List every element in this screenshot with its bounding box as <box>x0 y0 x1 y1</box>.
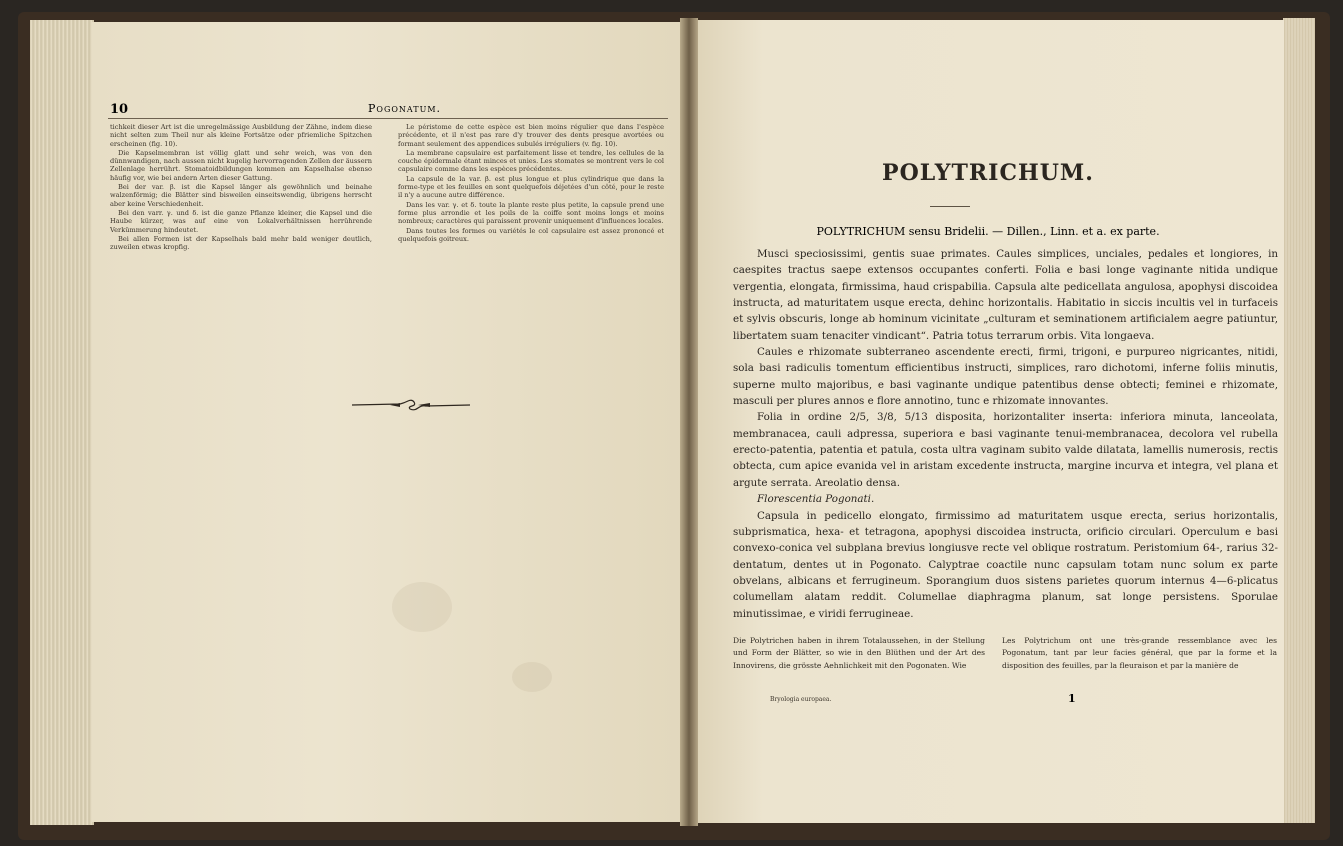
title-rule <box>930 206 970 207</box>
page-title: POLYTRICHUM. <box>882 160 1094 186</box>
ornament-divider-icon <box>352 398 470 412</box>
paragraph: Bei den varr. γ. und δ. ist die ganze Pflanze kleiner, die Kapsel und die Haube kürzer, was auf eine von Lokalverhältnissen herrührende Verkümmerung hindeutet. <box>110 208 372 234</box>
paragraph: tichkeit dieser Art ist die unregelmässige Ausbildung der Zähne, indem diese nicht selten zum Theil nur als kleine Fortsätze oder pfriemliche Spitzchen erscheinen (fig. 10). <box>110 123 372 148</box>
paragraph: Folia in ordine 2/5, 3/8, 5/13 disposita, horizontaliter inserta: inferiora minuta, lanceolata, membranacea, cauli adpressa, superiora e basi vaginante tenui-membranacea, decolora vel rubella erecto-patentia, patentia et patula, costa ultra vaginam subito valde dilatata, lamellis numerosis, rectis obtecta, cum apice evanida vel in aristam excedente instructa, margine incurva et integra, vel plana et argute serrata. Areolatio densa. <box>733 411 1278 489</box>
paragraph: Florescentia Pogonati. <box>757 493 875 506</box>
right-column-french: Les Polytrichum ont une très-grande ressemblance avec les Pogonatum, tant par leur facies général, que par la forme et la disposition des feuilles, par la fleuraison et par la manière de <box>1002 636 1277 670</box>
paragraph: Musci speciosissimi, gentis suae primates. Caules simplices, unciales, pedales et longiores, in caespites tractus saepe extensos occupantes conferti. Folia e basi longe vaginante nitida undique vergentia, elongata, firmissima, haud crispabilia. Capsula alte pedicellata angulosa, apophysi discoidea instructa, ad maturitatem usque erecta, dehinc horizontalis. Habitatio in siccis incultis vel in turfaceis et sylvis obscuris, longe ab hominum vicinitate „culturam et seminationem artificialem aegre patiuntur, libertatem suam tenaciter vindicant“. Patria totus terrarum orbis. Vita longaeva. <box>733 248 1278 342</box>
running-head: Pogonatum. <box>368 102 442 115</box>
paragraph: Caules e rhizomate subterraneo ascendente erecti, firmi, trigoni, e purpureo nigricantes, nitidi, sola basi radiculis tomentum efficientibus instructi, simplices, raro dichotomi, inferne foliis minutis, superne multo majoribus, e basi vaginante undique patentibus dense obtecti; feminei e rhizomate, masculi per plures annos e flore annotino, tunc e rhizomate innovantes. <box>733 346 1278 408</box>
genus-subtitle: POLYTRICHUM sensu Bridelii. — Dillen., Linn. et a. ex parte. <box>816 225 1160 238</box>
paragraph: Le péristome de cette espèce est bien moins régulier que dans l'espèce précédente, et il n'est pas rare d'y trouver des dents presque avortées ou formant seulement des appendices subulés irréguliers (v. fig. 10). <box>398 123 664 148</box>
book-gutter <box>680 18 698 826</box>
paragraph: Dans les var. γ. et δ. toute la plante reste plus petite, la capsule prend une forme plus arrondie et les poils de la coiffe sont moins longs et moins nombreux; caractères qui paraissent provenir uniquement d'influences locales. <box>398 200 664 226</box>
left-column-german <box>110 123 372 252</box>
paragraph: La capsule de la var. β. est plus longue et plus cylindrique que dans la forme-type et les feuilles en sont quelquefois déjetées d'un côté, pour le reste il n'y a aucune autre différence. <box>398 174 664 200</box>
right-column-german: Die Polytrichen haben in ihrem Totalaussehen, in der Stellung und Form der Blätter, so wie in den Blüthen und der Art des Innovirens, die grösste Aehnlichkeit mit den Pogonaten. Wie <box>733 636 985 670</box>
page-edges-right <box>1283 18 1315 823</box>
paragraph: Bei der var. β. ist die Kapsel länger als gewöhnlich und beinahe walzenförmig; die Blätter sind bisweilen einseitswendig, übrigens herrscht aber keine Verschiedenheit. <box>110 183 372 208</box>
right-page-number: 1 <box>1068 692 1076 705</box>
paragraph: Dans toutes les formes ou variétés le col capsulaire est assez prononcé et quelquefois goitreux. <box>398 226 664 243</box>
header-rule <box>108 118 668 119</box>
signature-mark: Bryologia europaea. <box>770 696 832 703</box>
paragraph: Capsula in pedicello elongato, firmissimo ad maturitatem usque erecta, serius horizontalis, subprismatica, hexa- et tetragona, apophysi discoidea instructa, orificio circulari. Operculum e basi convexo-conica vel subplana brevius longiusve recte vel oblique rostratum. Peristomium 64-, rarius 32-dentatum, dentes ut in Pogonato. Calyptrae coactile nunc capsulam totam nunc solum ex parte obvelans, albicans et ferrugineum. Sporangium duos sistens parietes quorum internus 4—6-plicatus columellam alatam reddit. Columellae diaphragma planum, sat longe persistens. Sporulae minutissimae, e viridi ferrugineae. <box>733 509 1278 620</box>
paragraph: Die Kapselmembran ist völlig glatt und sehr weich, was von den dünnwandigen, nach aussen nicht kugelig hervorragenden Zellen der äussern Zellenlage herrührt. Stomatoidbildungen kommen am Kapselhalse ebenso häufig vor, wie bei andern Arten dieser Gattung. <box>110 148 372 182</box>
left-column-french <box>398 123 664 244</box>
page-edges-left <box>30 20 94 825</box>
paragraph: La membrane capsulaire est parfaitement lisse et tendre, les cellules de la couche épidermale étant minces et unies. Les stomates se montrent vers le col capsulaire comme dans les espèces précédentes. <box>398 148 664 174</box>
genus-description <box>733 246 1278 622</box>
left-page-number: 10 <box>110 102 129 117</box>
paragraph: Bei allen Formen ist der Kapselhals bald mehr bald weniger deutlich, zuweilen etwas kropfig. <box>110 234 372 252</box>
